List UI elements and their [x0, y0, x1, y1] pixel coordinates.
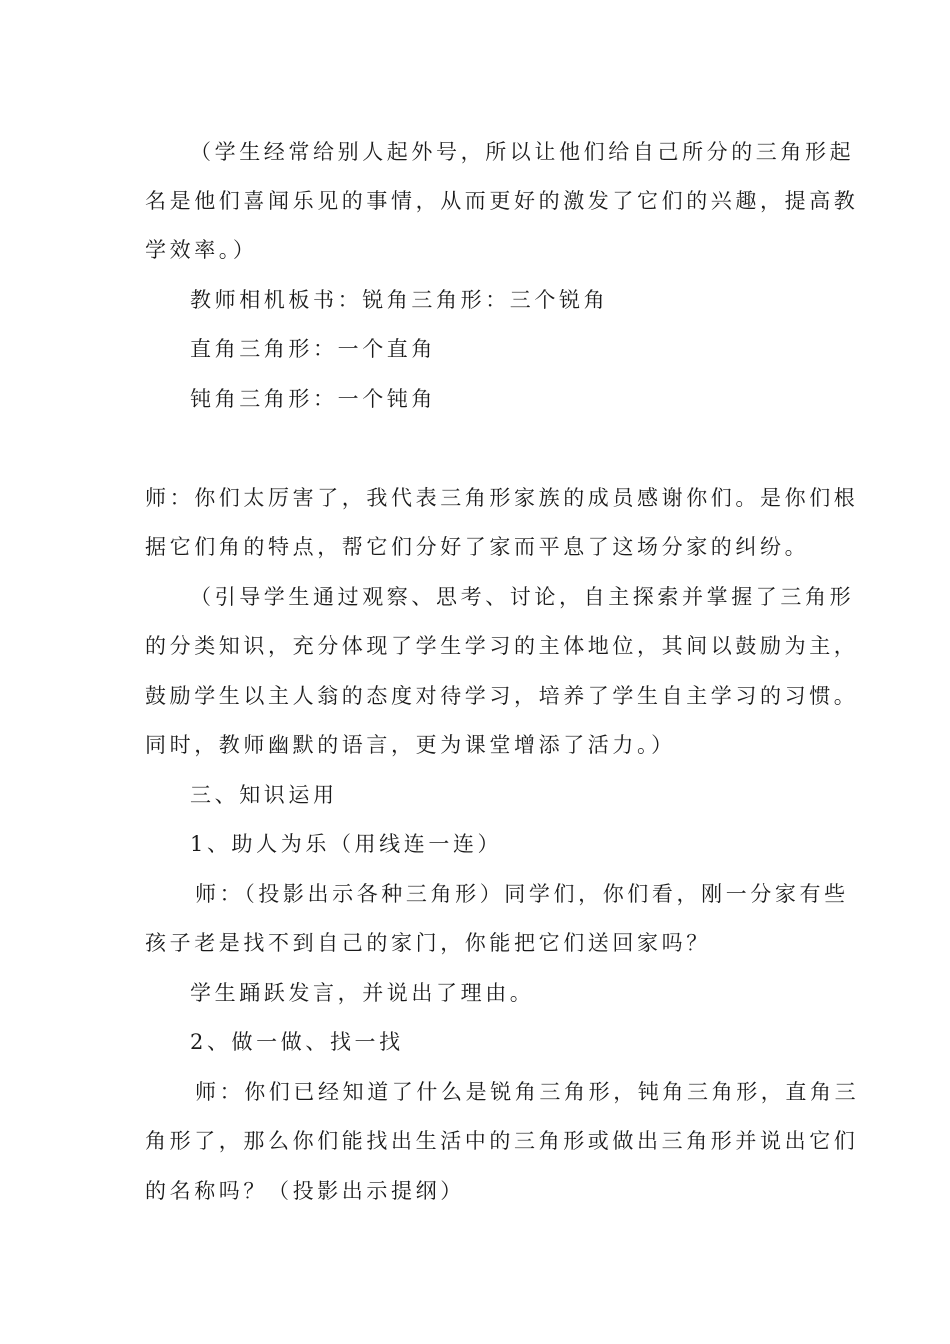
subsection-heading: 1、助人为乐（用线连一连） [190, 832, 503, 856]
paragraph-line: 师：（投影出示各种三角形）同学们，你们看，刚一分家有些 [195, 882, 849, 906]
section-heading: 三、知识运用 [190, 783, 338, 807]
paragraph-line: 的名称吗？（投影出示提纲） [145, 1179, 465, 1203]
paragraph-line: 教师相机板书：锐角三角形：三个锐角 [190, 288, 609, 312]
paragraph-line: 学效率。） [145, 238, 258, 262]
paragraph-line: 的分类知识，充分体现了学生学习的主体地位，其间以鼓励为主， [145, 634, 859, 658]
paragraph-line: 名是他们喜闻乐见的事情，从而更好的激发了它们的兴趣，提高教 [145, 189, 859, 213]
paragraph-line: 鼓励学生以主人翁的态度对待学习，培养了学生自主学习的习惯。 [145, 684, 859, 708]
paragraph-line: （引导学生通过观察、思考、讨论，自主探索并掌握了三角形 [190, 585, 855, 609]
paragraph-line: 同时，教师幽默的语言，更为课堂增添了活力。） [145, 733, 676, 757]
paragraph-line: 角形了，那么你们能找出生活中的三角形或做出三角形并说出它们 [145, 1129, 859, 1153]
paragraph-line: 直角三角形：一个直角 [190, 337, 436, 361]
paragraph-line: 孩子老是找不到自己的家门，你能把它们送回家吗？ [145, 931, 711, 955]
paragraph-line: （学生经常给别人起外号，所以让他们给自己所分的三角形起 [190, 140, 855, 164]
paragraph-line: 学生踊跃发言，并说出了理由。 [190, 981, 535, 1005]
paragraph-line: 据它们角的特点，帮它们分好了家而平息了这场分家的纠纷。 [145, 535, 810, 559]
paragraph-line: 师：你们已经知道了什么是锐角三角形，钝角三角形，直角三 [195, 1080, 860, 1104]
subsection-heading: 2、做一做、找一找 [190, 1030, 404, 1054]
paragraph-line: 钝角三角形：一个钝角 [190, 387, 436, 411]
paragraph-line: 师：你们太厉害了，我代表三角形家族的成员感谢你们。是你们根 [145, 486, 859, 510]
